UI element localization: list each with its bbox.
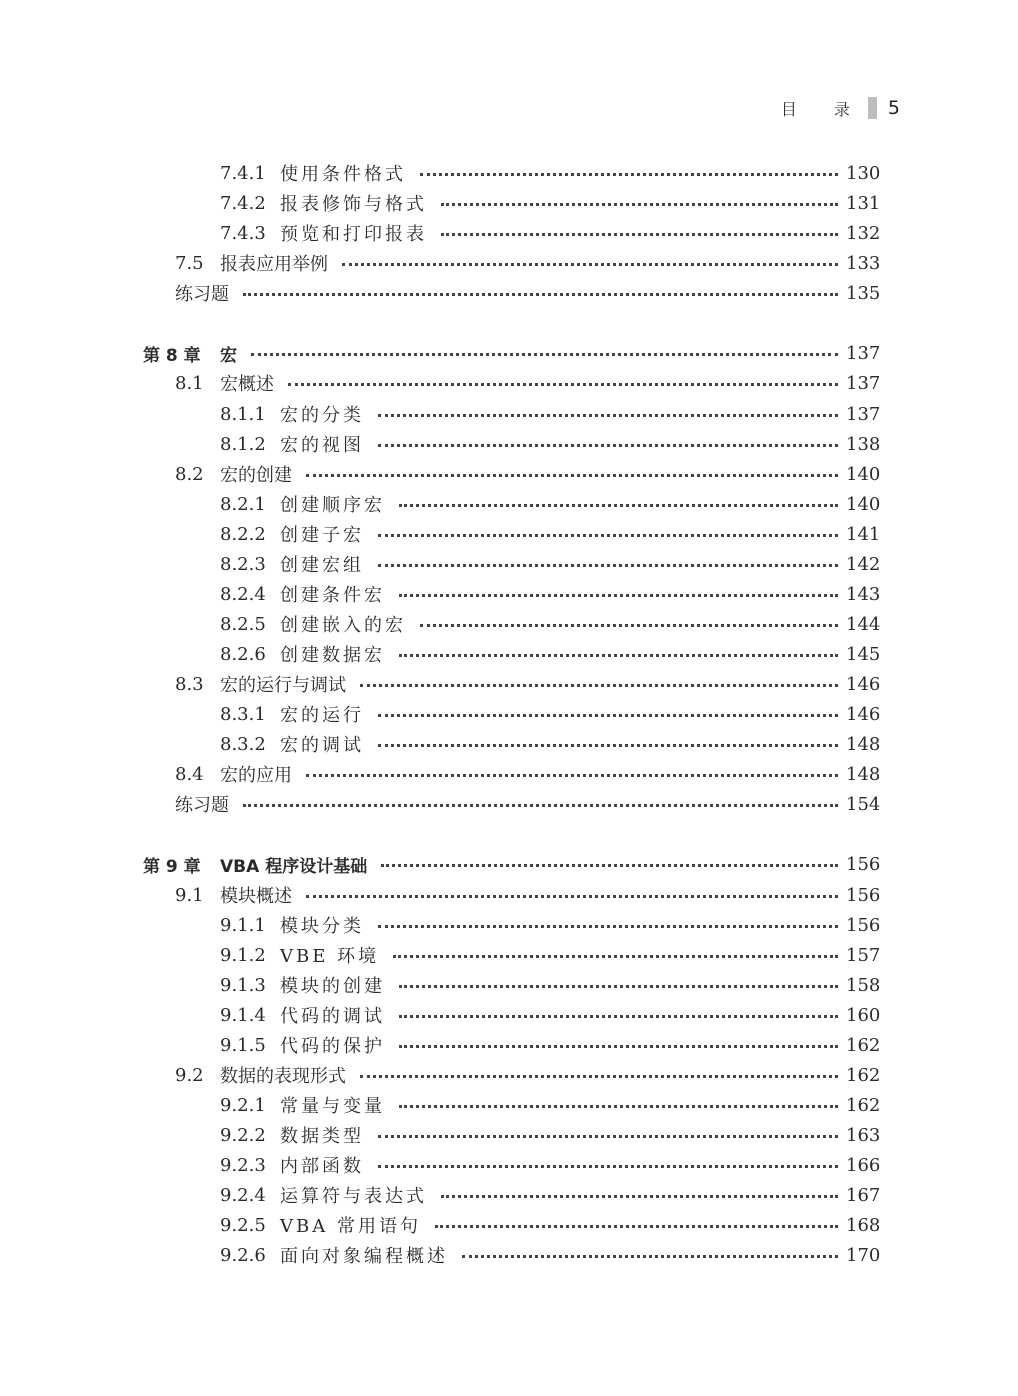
toc-leader-dots [420,609,838,639]
toc-entry-page: 131 [846,192,881,214]
toc-leader-dots [462,1240,838,1270]
toc-leader-dots [243,789,838,819]
toc-leader-dots [378,429,838,459]
toc-entry-number: 第 8 章 [143,345,201,366]
toc-entry-page: 137 [846,372,881,394]
toc-entry-title: 宏的调试 [280,735,364,756]
toc-entry-page: 132 [846,222,881,244]
toc-leader-dots [399,970,838,1000]
toc-entry-number: 8.3 [175,673,204,695]
toc-entry-page: 142 [846,553,881,575]
toc-entry-title: 创建顺序宏 [280,495,385,516]
toc-entry-page: 158 [846,974,881,996]
toc-subsection-entry[interactable] [0,1240,1018,1270]
toc-entry-number: 8.2.3 [220,553,266,575]
toc-entry-page: 148 [846,733,881,755]
toc-section-entry[interactable] [0,789,1018,819]
toc-entry-number: 8.2 [175,463,204,485]
toc-entry-number: 9.1 [175,884,204,906]
header-label: 目 录 [780,99,866,119]
toc-entry-title: 宏的运行 [280,705,364,726]
toc-leader-dots [399,579,838,609]
toc-section-entry[interactable] [0,880,1018,910]
toc-subsection-entry[interactable] [0,489,1018,519]
toc-section-entry[interactable] [0,669,1018,699]
toc-entry-title: 模块概述 [220,886,292,907]
toc-entry-number: 8.2.6 [220,643,266,665]
toc-entry-title: 宏 [220,345,237,366]
toc-leader-dots [360,669,838,699]
toc-section-entry[interactable] [0,278,1018,308]
toc-entry-title: 数据的表现形式 [220,1066,346,1087]
toc-entry-title: 创建条件宏 [280,585,385,606]
toc-entry-page: 162 [846,1094,881,1116]
toc-entry-number: 9.1.2 [220,944,266,966]
toc-subsection-entry[interactable] [0,188,1018,218]
toc-subsection-entry[interactable] [0,910,1018,940]
toc-leader-dots [342,248,838,278]
toc-leader-dots [399,1000,838,1030]
toc-entry-title: 代码的保护 [280,1036,385,1057]
toc-entry-title: 宏的视图 [280,435,364,456]
toc-leader-dots [306,459,838,489]
toc-section-entry[interactable] [0,1060,1018,1090]
toc-subsection-entry[interactable] [0,699,1018,729]
toc-section-entry[interactable] [0,759,1018,789]
toc-entry-number: 8.2.1 [220,493,266,515]
toc-leader-dots [399,639,838,669]
toc-leader-dots [441,218,838,248]
running-header [781,95,900,121]
header-bar [868,97,877,119]
toc-leader-dots [399,1090,838,1120]
toc-entry-number: 9.2.3 [220,1154,266,1176]
toc-section-entry[interactable] [0,368,1018,398]
toc-entry-page: 148 [846,763,881,785]
toc-entry-title: 宏的创建 [220,465,292,486]
toc-entry-title: 宏概述 [220,374,274,395]
toc-entry-number: 7.4.2 [220,192,266,214]
toc-entry-page: 146 [846,703,881,725]
toc-entry-page: 138 [846,433,881,455]
toc-entry-title: 运算符与表达式 [280,1186,427,1207]
toc-entry-page: 143 [846,583,881,605]
toc-entry-title: VBA 常用语句 [280,1216,421,1237]
toc-subsection-entry[interactable] [0,579,1018,609]
toc-entry-title: 练习题 [175,284,229,305]
toc-leader-dots [306,759,838,789]
toc-entry-number: 7.5 [175,252,204,274]
toc-entry-page: 130 [846,162,881,184]
toc-subsection-entry[interactable] [0,1030,1018,1060]
toc-entry-title: 创建数据宏 [280,645,385,666]
toc-leader-dots [378,729,838,759]
toc-entry-number: 8.2.4 [220,583,266,605]
toc-entry-number: 9.2.5 [220,1214,266,1236]
toc-entry-page: 160 [846,1004,881,1026]
toc-subsection-entry[interactable] [0,729,1018,759]
toc-entry-page: 146 [846,673,881,695]
toc-entry-number: 9.2 [175,1064,204,1086]
toc-leader-dots [251,338,838,368]
toc-entry-title: 预览和打印报表 [280,224,427,245]
toc-leader-dots [378,699,838,729]
toc-leader-dots [441,1180,838,1210]
toc-entry-number: 7.4.3 [220,222,266,244]
toc-leader-dots [435,1210,838,1240]
toc-entry-number: 8.3.2 [220,733,266,755]
toc-subsection-entry[interactable] [0,1210,1018,1240]
toc-leader-dots [420,158,838,188]
toc-entry-title: 创建子宏 [280,525,364,546]
toc-subsection-entry[interactable] [0,429,1018,459]
toc-entry-title: 内部函数 [280,1156,364,1177]
toc-entry-title: 宏的分类 [280,405,364,426]
toc-leader-dots [378,549,838,579]
toc-leader-dots [378,1120,838,1150]
toc-entry-page: 137 [846,342,881,364]
toc-entry-title: 报表应用举例 [220,254,328,275]
toc-entry-number: 9.2.6 [220,1244,266,1266]
toc-subsection-entry[interactable] [0,218,1018,248]
toc-subsection-entry[interactable] [0,609,1018,639]
toc-subsection-entry[interactable] [0,1120,1018,1150]
toc-section-entry[interactable] [0,459,1018,489]
toc-entry-title: VBE 环境 [280,946,380,967]
toc-entry-title: 宏的应用 [220,765,292,786]
toc-entry-page: 157 [846,944,881,966]
toc-entry-number: 8.3.1 [220,703,266,725]
toc-leader-dots [378,1150,838,1180]
toc-entry-title: 使用条件格式 [280,164,406,185]
toc-entry-number: 9.1.1 [220,914,266,936]
toc-leader-dots [393,940,838,970]
toc-leader-dots [378,519,838,549]
toc-entry-page: 156 [846,884,881,906]
toc-leader-dots [306,880,838,910]
toc-section-entry[interactable] [0,248,1018,278]
toc-entry-page: 140 [846,463,881,485]
toc-entry-page: 163 [846,1124,881,1146]
toc-entry-page: 167 [846,1184,881,1206]
toc-entry-title: 面向对象编程概述 [280,1246,448,1267]
toc-entry-number: 7.4.1 [220,162,266,184]
toc-entry-number: 9.1.5 [220,1034,266,1056]
toc-entry-title: 代码的调试 [280,1006,385,1027]
toc-leader-dots [378,910,838,940]
toc-entry-title: VBA 程序设计基础 [220,856,368,877]
toc-entry-page: 154 [846,793,881,815]
toc-entry-number: 8.1.2 [220,433,266,455]
toc-subsection-entry[interactable] [0,158,1018,188]
toc-entry-title: 模块分类 [280,916,364,937]
toc-leader-dots [441,188,838,218]
toc-entry-number: 9.2.4 [220,1184,266,1206]
toc-leader-dots [378,399,838,429]
page-number: 5 [887,97,900,119]
toc-subsection-entry[interactable] [0,399,1018,429]
toc-entry-title: 数据类型 [280,1126,364,1147]
toc-entry-title: 报表修饰与格式 [280,194,427,215]
toc-entry-number: 8.4 [175,763,204,785]
toc-subsection-entry[interactable] [0,940,1018,970]
toc-entry-number: 9.2.2 [220,1124,266,1146]
toc-entry-title: 宏的运行与调试 [220,675,346,696]
toc-entry-page: 135 [846,282,881,304]
toc-entry-title: 创建宏组 [280,555,364,576]
toc-entry-title: 模块的创建 [280,976,385,997]
toc-subsection-entry[interactable] [0,1180,1018,1210]
toc-entry-page: 145 [846,643,881,665]
toc-leader-dots [360,1060,838,1090]
toc-entry-page: 141 [846,523,881,545]
toc-entry-number: 9.1.3 [220,974,266,996]
toc-entry-page: 166 [846,1154,881,1176]
toc-leader-dots [381,849,838,879]
toc-entry-page: 168 [846,1214,881,1236]
toc-leader-dots [288,368,838,398]
toc-entry-page: 162 [846,1034,881,1056]
toc-entry-title: 练习题 [175,795,229,816]
toc-entry-page: 140 [846,493,881,515]
toc-entry-page: 144 [846,613,881,635]
toc-entry-number: 8.2.2 [220,523,266,545]
toc-subsection-entry[interactable] [0,1000,1018,1030]
toc-entry-page: 156 [846,853,881,875]
toc-chapter-entry[interactable] [0,849,1018,879]
toc-leader-dots [243,278,838,308]
toc-entry-number: 9.1.4 [220,1004,266,1026]
toc-entry-number: 8.2.5 [220,613,266,635]
toc-leader-dots [399,1030,838,1060]
toc-entry-title: 常量与变量 [280,1096,385,1117]
toc-leader-dots [399,489,838,519]
toc-subsection-entry[interactable] [0,1150,1018,1180]
toc-subsection-entry[interactable] [0,549,1018,579]
toc-subsection-entry[interactable] [0,519,1018,549]
toc-entry-page: 156 [846,914,881,936]
toc-entry-page: 133 [846,252,881,274]
toc-entry-number: 9.2.1 [220,1094,266,1116]
toc-entry-page: 170 [846,1244,881,1266]
toc-subsection-entry[interactable] [0,970,1018,1000]
toc-entry-number: 8.1 [175,372,204,394]
toc-subsection-entry[interactable] [0,1090,1018,1120]
toc-entry-page: 162 [846,1064,881,1086]
toc-chapter-entry[interactable] [0,338,1018,368]
toc-subsection-entry[interactable] [0,639,1018,669]
toc-entry-title: 创建嵌入的宏 [280,615,406,636]
toc-entry-number: 8.1.1 [220,403,266,425]
toc-entry-page: 137 [846,403,881,425]
toc-entry-number: 第 9 章 [143,856,201,877]
